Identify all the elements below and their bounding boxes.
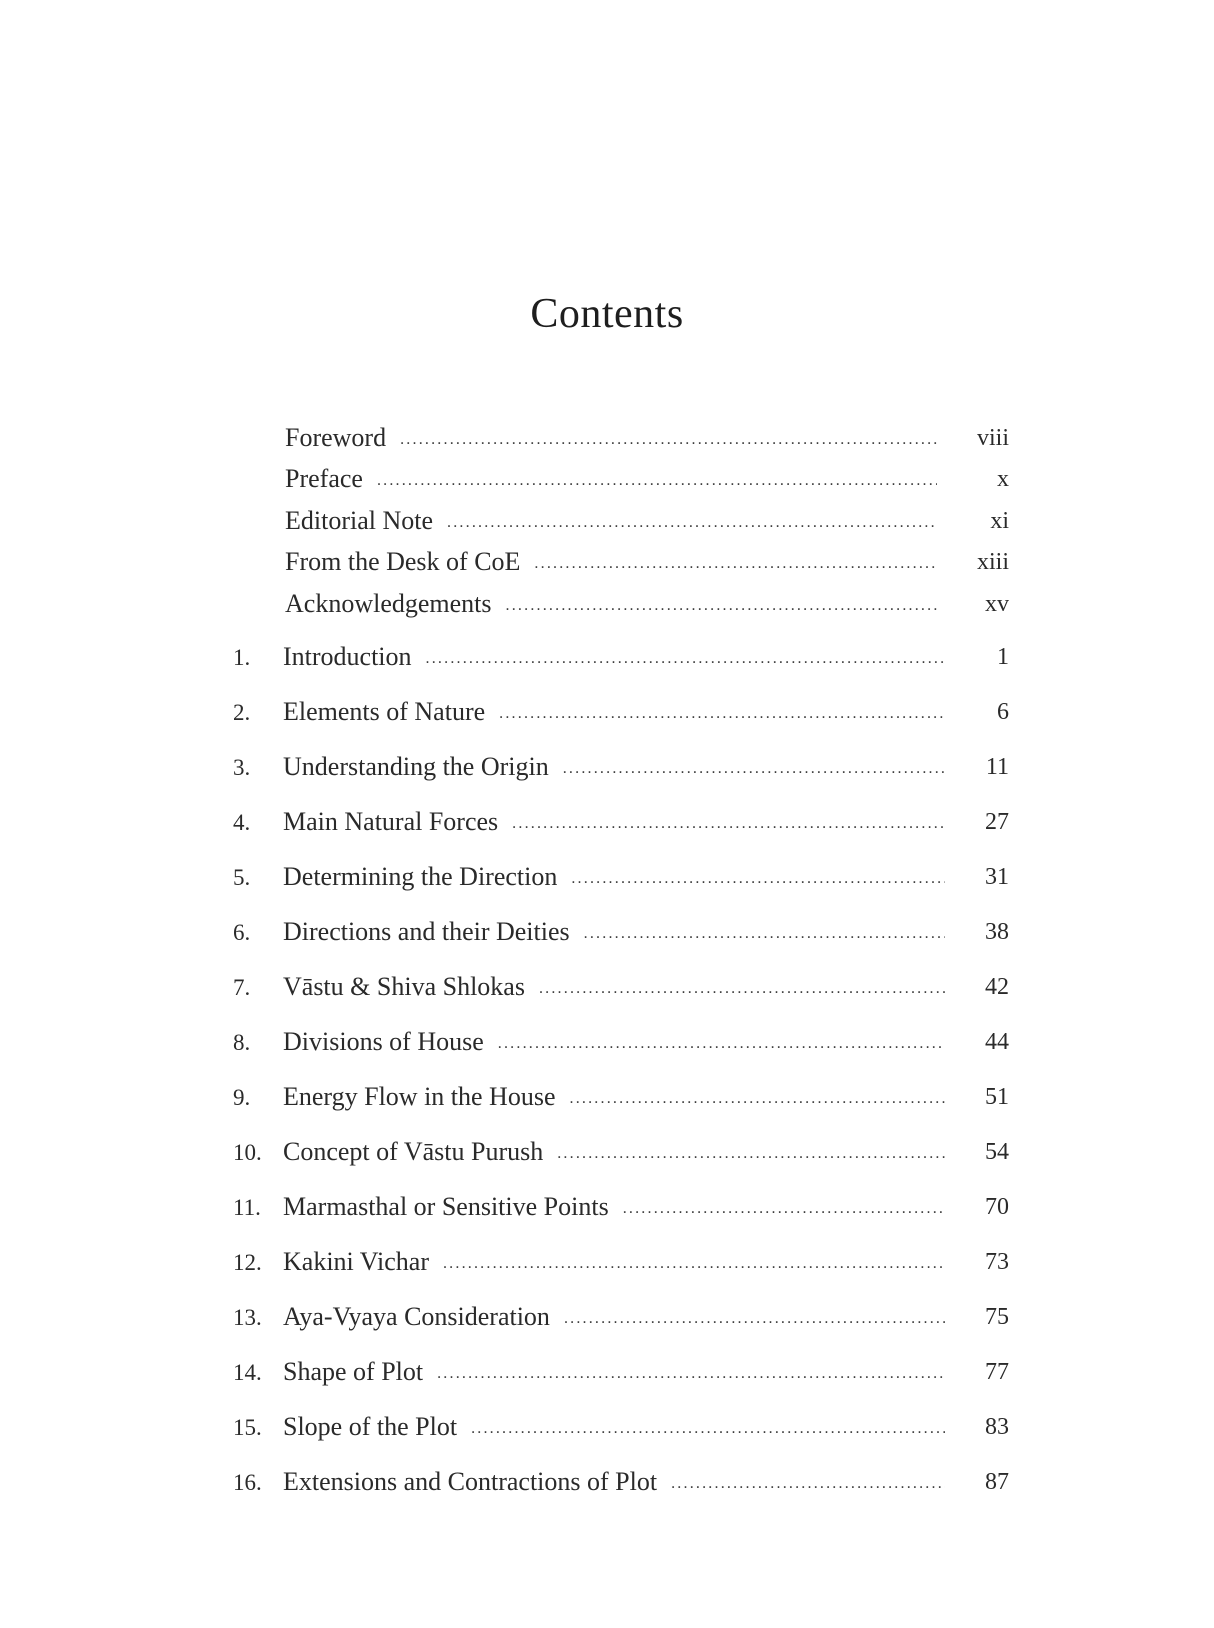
toc-chapter-15[interactable] bbox=[233, 1409, 1009, 1445]
toc-entry-title: Editorial Note bbox=[285, 506, 434, 535]
toc-chapter-10[interactable] bbox=[233, 1134, 1009, 1170]
toc-entry-page: viii bbox=[976, 425, 1009, 451]
chapter-page: 83 bbox=[985, 1414, 1009, 1440]
chapter-number: 14. bbox=[233, 1360, 262, 1385]
chapter-number: 1. bbox=[233, 645, 251, 670]
dot-leader bbox=[426, 641, 945, 677]
toc-chapter-2[interactable] bbox=[233, 694, 1009, 730]
chapter-title: Concept of Vāstu Purush bbox=[283, 1137, 544, 1166]
toc-chapter-5[interactable] bbox=[233, 859, 1009, 895]
dot-leader bbox=[584, 916, 945, 952]
chapter-number: 3. bbox=[233, 755, 251, 780]
dot-leader bbox=[471, 1411, 945, 1447]
toc-entry-from-the-desk[interactable] bbox=[285, 544, 1009, 580]
dot-leader bbox=[571, 861, 945, 897]
toc-entry-title: Foreword bbox=[285, 423, 387, 452]
chapter-number: 5. bbox=[233, 865, 251, 890]
chapter-title: Introduction bbox=[283, 642, 412, 671]
toc-chapter-6[interactable] bbox=[233, 914, 1009, 950]
chapter-page: 73 bbox=[985, 1249, 1009, 1275]
chapter-number: 8. bbox=[233, 1030, 251, 1055]
toc-chapter-12[interactable] bbox=[233, 1244, 1009, 1280]
toc-chapter-7[interactable] bbox=[233, 969, 1009, 1005]
chapter-number: 15. bbox=[233, 1415, 262, 1440]
toc-chapter-3[interactable] bbox=[233, 749, 1009, 785]
chapter-number: 11. bbox=[233, 1195, 261, 1220]
toc-chapter-11[interactable] bbox=[233, 1189, 1009, 1225]
toc-entry-foreword[interactable] bbox=[285, 420, 1009, 456]
chapter-title: Elements of Nature bbox=[283, 697, 486, 726]
chapter-page: 27 bbox=[985, 809, 1009, 835]
chapter-number: 6. bbox=[233, 920, 251, 945]
dot-leader bbox=[512, 806, 945, 842]
chapter-title: Divisions of House bbox=[283, 1027, 484, 1056]
toc-chapter-14[interactable] bbox=[233, 1354, 1009, 1390]
chapter-number: 2. bbox=[233, 700, 251, 725]
chapter-number: 12. bbox=[233, 1250, 262, 1275]
toc-entry-page: xi bbox=[990, 508, 1009, 534]
chapter-title: Aya-Vyaya Consideration bbox=[283, 1302, 550, 1331]
chapter-page: 87 bbox=[985, 1469, 1009, 1495]
toc-chapter-8[interactable] bbox=[233, 1024, 1009, 1060]
toc-entry-title: From the Desk of CoE bbox=[285, 547, 521, 576]
chapter-title: Slope of the Plot bbox=[283, 1412, 458, 1441]
chapter-title: Understanding the Origin bbox=[283, 752, 549, 781]
dot-leader bbox=[563, 751, 945, 787]
chapter-number: 16. bbox=[233, 1470, 262, 1495]
dot-leader bbox=[671, 1466, 945, 1502]
chapter-page: 6 bbox=[997, 699, 1009, 725]
chapter-page: 44 bbox=[985, 1029, 1009, 1055]
chapter-title: Vāstu & Shiva Shlokas bbox=[283, 972, 525, 1001]
dot-leader bbox=[564, 1301, 945, 1337]
toc-entry-editorial-note[interactable] bbox=[285, 503, 1009, 539]
dot-leader bbox=[400, 422, 937, 458]
chapter-page: 42 bbox=[985, 974, 1009, 1000]
chapter-title: Directions and their Deities bbox=[283, 917, 570, 946]
dot-leader bbox=[443, 1246, 945, 1282]
toc-chapter-13[interactable] bbox=[233, 1299, 1009, 1335]
toc-chapter-9[interactable] bbox=[233, 1079, 1009, 1115]
dot-leader bbox=[623, 1191, 945, 1227]
dot-leader bbox=[534, 546, 937, 582]
chapter-title: Marmasthal or Sensitive Points bbox=[283, 1192, 609, 1221]
chapter-title: Shape of Plot bbox=[283, 1357, 424, 1386]
dot-leader bbox=[506, 588, 937, 624]
dot-leader bbox=[447, 505, 937, 541]
page-title: Contents bbox=[530, 291, 684, 337]
chapter-page: 77 bbox=[985, 1359, 1009, 1385]
toc-entry-page: xv bbox=[985, 591, 1009, 617]
toc-chapter-16[interactable] bbox=[233, 1464, 1009, 1500]
dot-leader bbox=[498, 1026, 945, 1062]
dot-leader bbox=[557, 1136, 945, 1172]
chapter-page: 1 bbox=[997, 644, 1009, 670]
chapter-number: 7. bbox=[233, 975, 251, 1000]
toc-entry-page: xiii bbox=[976, 549, 1009, 575]
chapter-title: Kakini Vichar bbox=[283, 1247, 429, 1276]
toc-entry-title: Preface bbox=[285, 464, 363, 493]
toc-entry-preface[interactable] bbox=[285, 461, 1009, 497]
dot-leader bbox=[437, 1356, 945, 1392]
chapter-title: Extensions and Contractions of Plot bbox=[283, 1467, 658, 1496]
chapter-title: Main Natural Forces bbox=[283, 807, 499, 836]
toc-chapter-4[interactable] bbox=[233, 804, 1009, 840]
chapter-page: 38 bbox=[985, 919, 1009, 945]
chapter-page: 54 bbox=[985, 1139, 1009, 1165]
dot-leader bbox=[377, 463, 937, 499]
toc-entry-title: Acknowledgements bbox=[285, 589, 492, 618]
chapter-page: 11 bbox=[985, 754, 1009, 780]
chapter-page: 31 bbox=[985, 864, 1009, 890]
dot-leader bbox=[499, 696, 945, 732]
chapter-number: 13. bbox=[233, 1305, 262, 1330]
chapter-number: 4. bbox=[233, 810, 251, 835]
toc-entry-acknowledgements[interactable] bbox=[285, 586, 1009, 622]
chapter-page: 70 bbox=[985, 1194, 1009, 1220]
chapter-title: Energy Flow in the House bbox=[283, 1082, 556, 1111]
chapter-page: 75 bbox=[985, 1304, 1009, 1330]
chapter-title: Determining the Direction bbox=[283, 862, 558, 891]
chapter-number: 10. bbox=[233, 1140, 262, 1165]
chapter-number: 9. bbox=[233, 1085, 251, 1110]
dot-leader bbox=[539, 971, 945, 1007]
toc-chapter-1[interactable] bbox=[233, 639, 1009, 675]
chapter-page: 51 bbox=[985, 1084, 1009, 1110]
dot-leader bbox=[570, 1081, 946, 1117]
toc-entry-page: x bbox=[997, 466, 1009, 492]
